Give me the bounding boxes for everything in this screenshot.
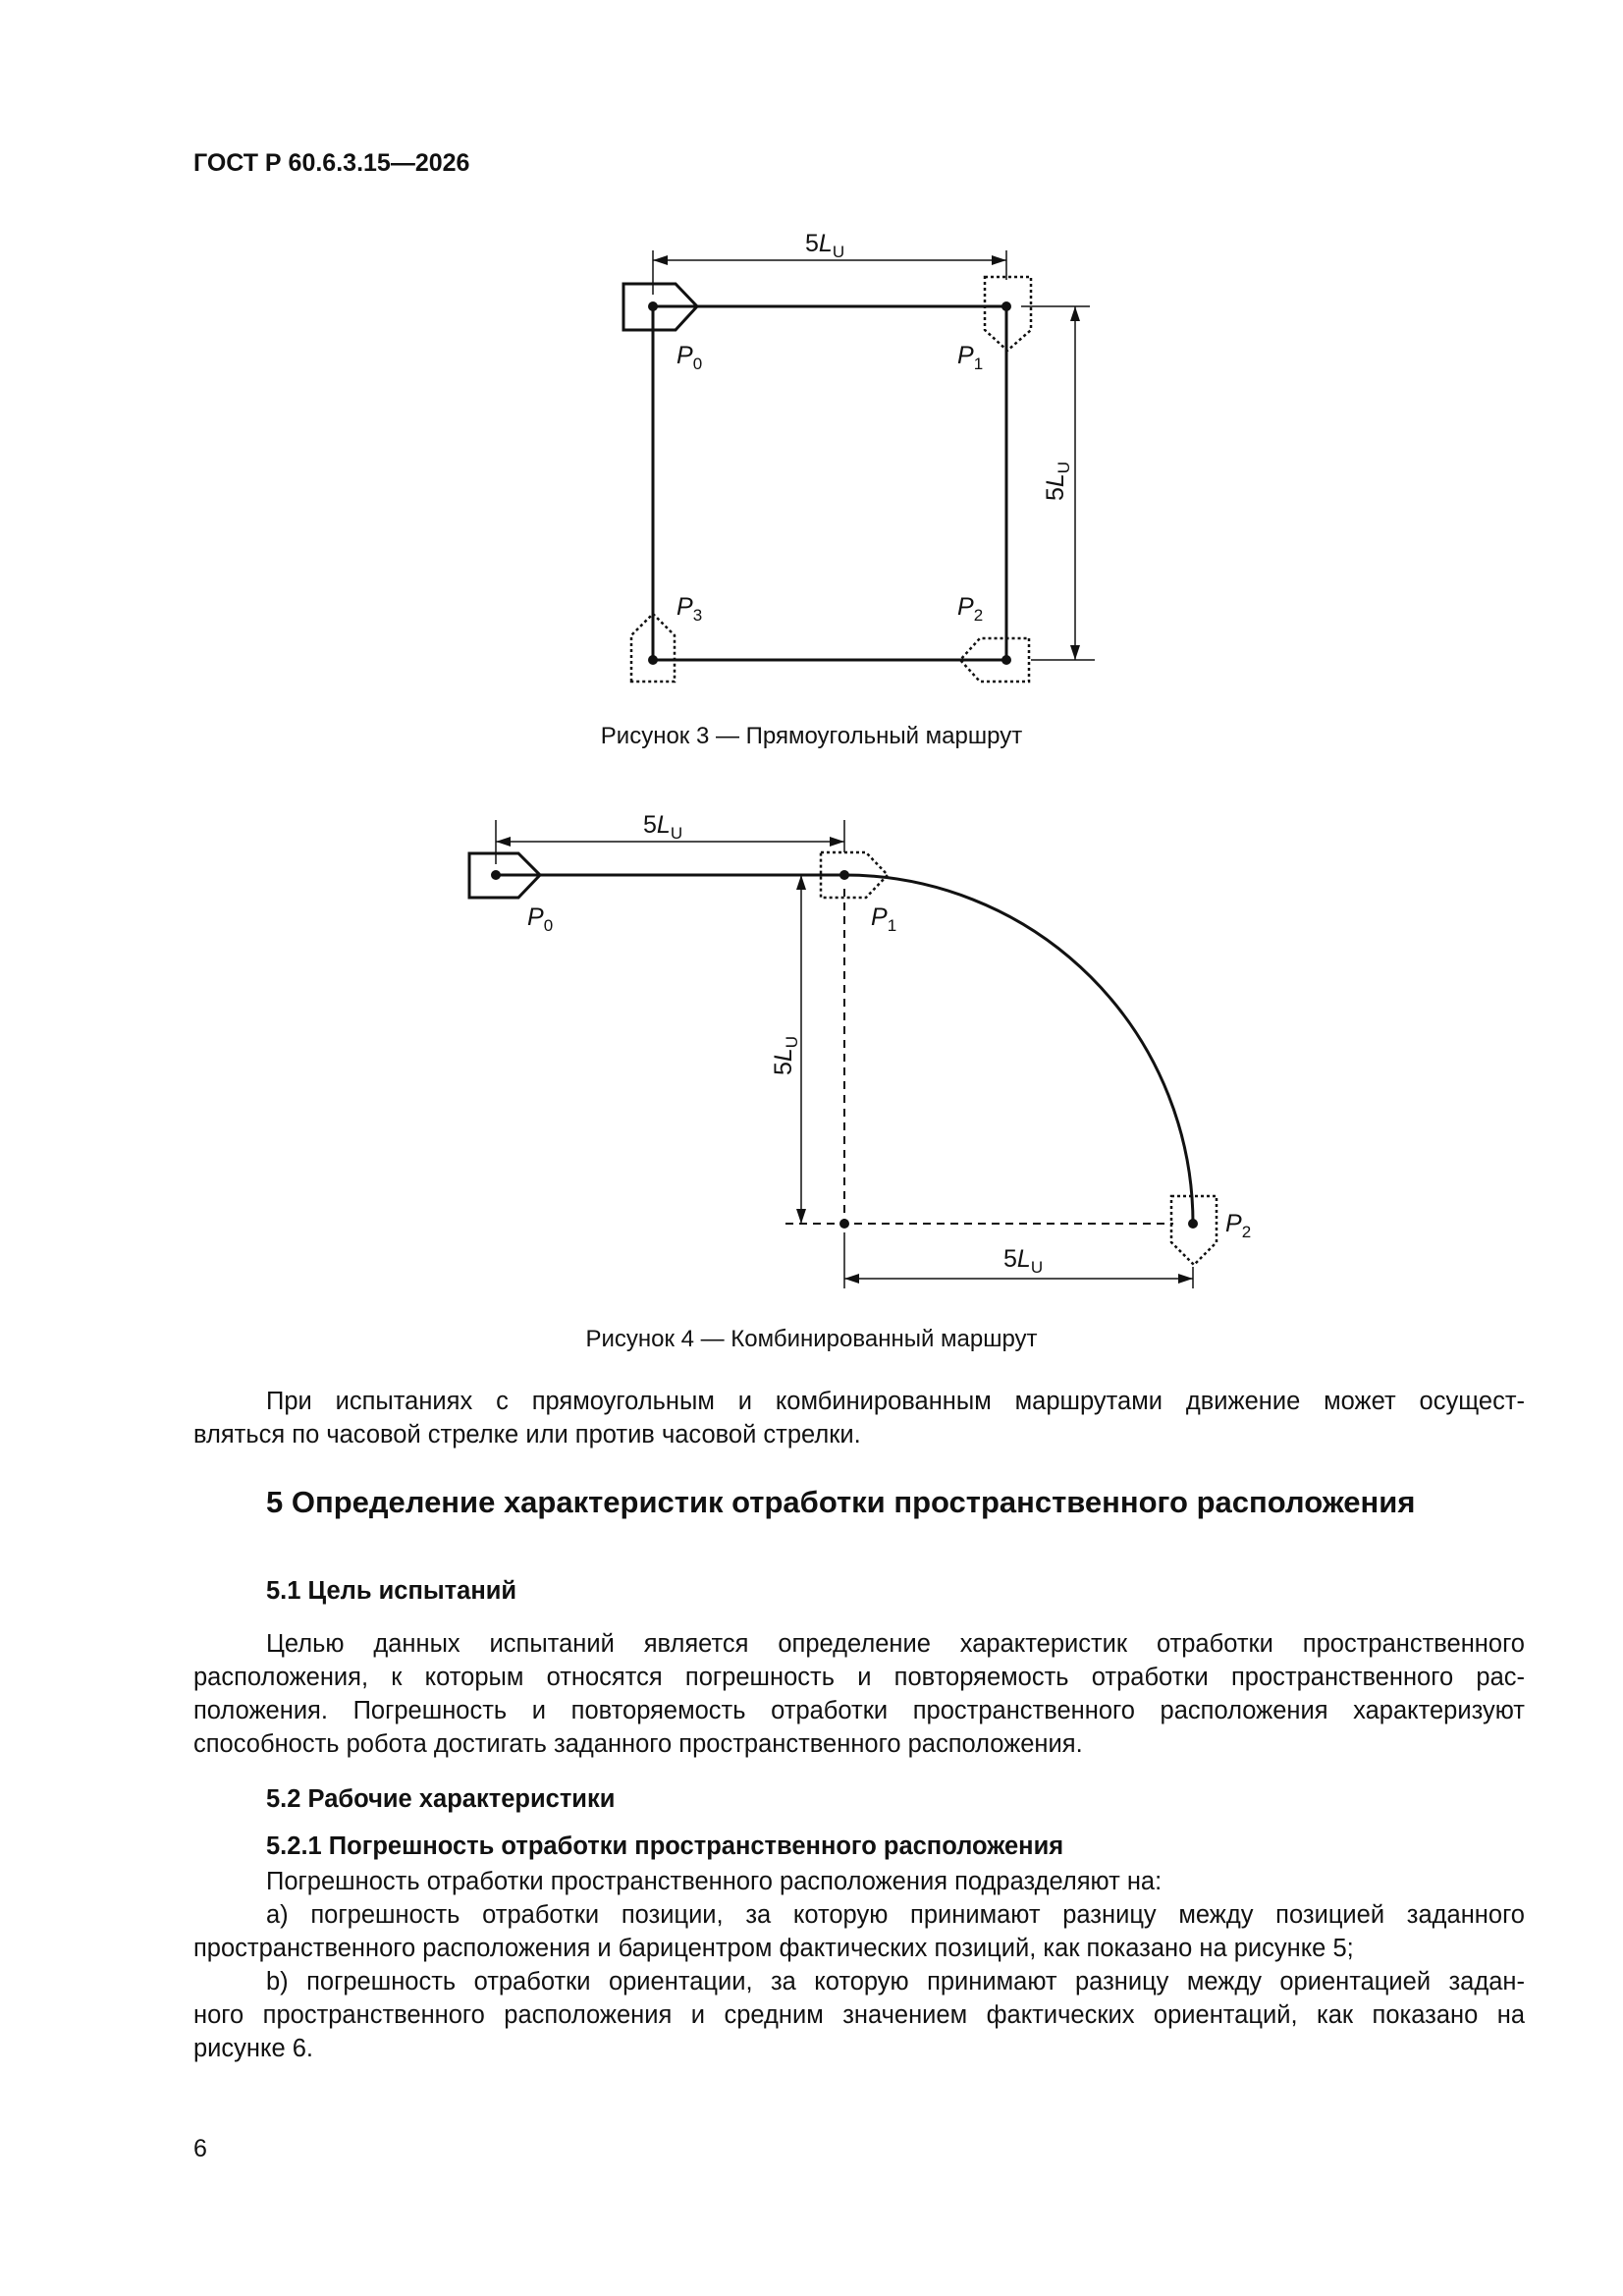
construction-lines [785, 889, 1173, 1224]
label-p1: $P_1$ [871, 903, 897, 935]
point-p0 [648, 301, 658, 311]
s521-line: рисунке 6. [193, 2035, 313, 2062]
section-5-heading: 5 Определение характеристик отработки пространственного расположения [266, 1485, 1416, 1519]
point-p2 [1001, 655, 1011, 665]
figure-4-caption: Рисунок 4 — Комбинированный маршрут [585, 1326, 1038, 1352]
dim-left-label: $5L_U$ [770, 1035, 801, 1075]
point-p2 [1188, 1219, 1198, 1229]
dimension-left [801, 875, 825, 1224]
s51-line: способность робота достигать заданного пространственного расположения. [193, 1730, 1083, 1758]
dim-right-label: $5L_U$ [1042, 461, 1073, 501]
point-p1 [839, 870, 849, 880]
point-p0 [491, 870, 501, 880]
s521-line: ного пространственного расположения и средним значением фактических ориентаций, как показано на [193, 2001, 1525, 2029]
s51-line: положения. Погрешность и повторяемость отработки пространственного расположения характеризуют [193, 1697, 1525, 1724]
dim-bottom-label: $5L_U$ [1003, 1245, 1044, 1277]
section-5-2-heading: 5.2 Рабочие характеристики [266, 1785, 616, 1813]
figure-3-caption: Рисунок 3 — Прямоугольный маршрут [600, 723, 1023, 749]
section-5-1-heading: 5.1 Цель испытаний [266, 1577, 517, 1605]
route-arc [844, 875, 1193, 1224]
label-p2: $P_2$ [1225, 1210, 1252, 1241]
s521-line: пространственного расположения и барицентром фактических позиций, как показано на рисунке 5; [193, 1935, 1354, 1962]
s51-line: Целью данных испытаний является определение характеристик отработки пространственного [266, 1630, 1525, 1658]
s521-line: b) погрешность отработки ориентации, за которую принимают разницу между ориентацией задан- [266, 1968, 1525, 1995]
intro-line-2: вляться по часовой стрелке или против часовой стрелки. [193, 1421, 861, 1449]
label-p0: $P_0$ [676, 342, 703, 373]
page-number: 6 [193, 2135, 207, 2162]
point-center [839, 1219, 849, 1229]
dim-top-label: $5L_U$ [805, 230, 845, 261]
figure-3-rectangular-route [0, 0, 1623, 707]
label-p2: $P_2$ [957, 593, 984, 625]
s521-line: Погрешность отработки пространственного расположения подразделяют на: [266, 1868, 1163, 1895]
section-5-2-1-heading: 5.2.1 Погрешность отработки пространственного расположения [266, 1832, 1064, 1860]
label-p0: $P_0$ [527, 903, 554, 935]
point-p1 [1001, 301, 1011, 311]
figure-4-combined-route [0, 786, 1623, 1296]
dim-top-label: $5L_U$ [643, 811, 683, 843]
s521-line: а) погрешность отработки позиции, за которую принимают разницу между позицией заданного [266, 1901, 1525, 1929]
s51-line: расположения, к которым относятся погрешность и повторяемость отработки пространственного рас- [193, 1664, 1525, 1691]
document-header: ГОСТ Р 60.6.3.15—2026 [193, 149, 470, 177]
label-p1: $P_1$ [957, 342, 984, 373]
intro-line-1: При испытаниях с прямоугольным и комбинированным маршрутами движение может осущест- [266, 1388, 1525, 1415]
point-p3 [648, 655, 658, 665]
route-square [653, 306, 1006, 660]
label-p3: $P_3$ [676, 593, 703, 625]
